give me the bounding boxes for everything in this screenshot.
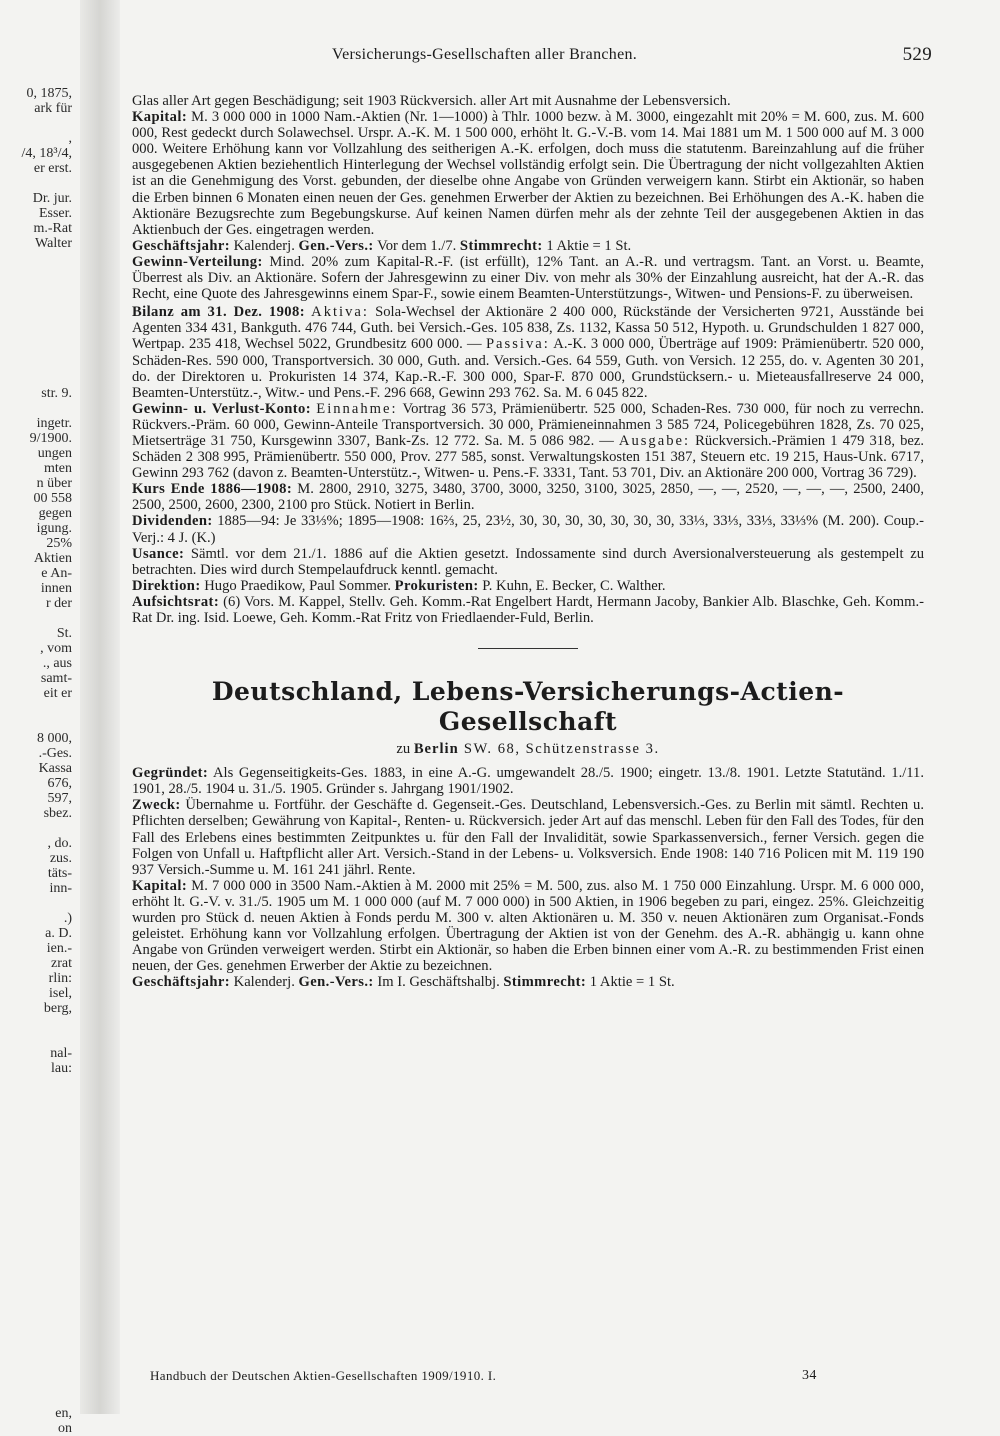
previous-column-line: er erst.	[33, 161, 72, 176]
company-heading: Deutschland, Lebens-Versicherungs-Actien-Gesellschaft	[211, 677, 845, 737]
label-gewinn-verlust: Gewinn- u. Verlust-Konto:	[132, 400, 312, 417]
location-address: SW. 68, Schützenstrasse 3.	[458, 741, 660, 758]
text-dividenden: 1885—94: Je 33⅓%; 1895—1908: 16⅔, 25, 23½, 30, 30, 30, 30, 30, 30, 30, 33⅓, 33⅓, 33⅓, 33⅓% (M. 200). Coup.-Verj.: 4 J. (K.)	[132, 513, 924, 546]
previous-column-line	[0, 1331, 72, 1346]
previous-column-line: str. 9.	[41, 386, 72, 401]
location-city: Berlin	[413, 741, 459, 758]
previous-column-line: St.	[56, 626, 72, 641]
paragraph-zweck	[132, 797, 924, 877]
paragraph-kapital	[132, 109, 924, 238]
previous-column-line: zrat	[51, 956, 72, 971]
previous-column-line	[0, 1091, 72, 1106]
paragraph-geschaeftsjahr	[132, 238, 924, 254]
previous-column-line	[0, 1196, 72, 1211]
previous-column-line: inn-	[49, 881, 72, 896]
label-aktiva: Aktiva:	[311, 304, 369, 321]
previous-column-line: gegen	[38, 506, 72, 521]
text-zweck: Übernahme u. Fortführ. der Geschäfte d. Gegenseit.-Ges. Deutschland, Lebensversich.-Ges. zu Berlin mit sämtl. Rechten u. Pflichten derselben; Gewährung von Kapital-, Renten- u. Rückversich. jeder Art auf das menschl. Leben für den Fall des Todes, für den Fall des Erlebens eines bestimmten Zeitpunktes u. für den Fall der Invalidität, sowie Sparkassenversich., ferner Versich. gegen die Folgen von Unfall u. Haftpflicht aller Art. Versich.-Stand in der Lebens- u. Volksversich. Ende 1908: 140 716 Policen mit M. 119 190 937 Versich.-Summe u. M. 161 241 jährl. Rente.	[132, 797, 924, 878]
previous-column-line: Esser.	[38, 206, 72, 221]
text-kurs: M. 2800, 2910, 3275, 3480, 3700, 3000, 3250, 3100, 3025, 2850, —, —, 2520, —, —, —, 2500, 2400, 2500, 2500, 2600, 2300, 2100 pro Stück. Notiert in Berlin.	[132, 481, 924, 514]
paragraph-glas: Glas aller Art gegen Beschädigung; seit 1903 Rückversich. aller Art mit Ausnahme der Lebensversich.	[132, 93, 731, 109]
footer-text: Handbuch der Deutschen Aktien-Gesellschaften 1909/1910. I.	[150, 1368, 497, 1383]
paragraph-gegruendet	[132, 765, 924, 797]
paragraph-dividenden	[132, 513, 924, 545]
previous-column-line	[0, 266, 72, 281]
previous-column-line	[0, 1106, 72, 1121]
text-gegruendet: Als Gegenseitigkeits-Ges. 1883, in eine A.-G. umgewandelt 28./5. 1900; eingetr. 13./8. 1901. Letzte Statutänd. 1./11. 1901, 28./5. 1904 u. 31./5. 1905. Gründer s. Jahrgang 1901/1902.	[132, 765, 924, 798]
previous-column-line: isel,	[49, 986, 72, 1001]
previous-column-line: ,	[68, 131, 72, 146]
previous-column-line: 676,	[47, 776, 72, 791]
label-stimmrecht: Stimmrecht:	[459, 237, 543, 254]
paragraph-geschaeftsjahr-2	[132, 974, 924, 990]
label-passiva: Passiva:	[485, 336, 550, 353]
previous-column-line	[0, 611, 72, 626]
label-bilanz: Bilanz am 31. Dez. 1908:	[132, 304, 305, 321]
previous-column-line: berg,	[43, 1001, 72, 1016]
previous-column-line	[0, 821, 72, 836]
page-footer	[150, 1368, 830, 1384]
previous-column-line: zus.	[49, 851, 72, 866]
previous-column-line: ien.-	[46, 941, 72, 956]
previous-column-line	[0, 1316, 72, 1331]
previous-column-line: /4, 18³/4,	[21, 146, 72, 161]
previous-column-line	[0, 1121, 72, 1136]
previous-column-line: Aktien	[33, 551, 72, 566]
text-kapital-2: M. 7 000 000 in 3500 Nam.-Aktien à M. 2000 mit 25% = M. 500, zus. also M. 1 750 000 Einzahlung. Urspr. M. 6 000 000, erhöht lt. G.-V. v. 31./5. 1905 um M. 1 000 000 (auf M. 7 000 000) in 500 Aktien, in 1906 begeben zu pari, eingez. 25%. Gleichzeitig wurden pro Stück d. neuen Aktien à Fonds perdu M. 300 v. alten Aktionären u. M. 350 v. neuen Aktionären zum Organisat.-Fonds geleistet. Erhöhung kann vor Vollzahlung erfolgen. Übertragung der Aktien ist von der Genehm. des A.-R. abhängig u. kann ohne Angabe von Gründen verweigert werden. Stirbt ein Aktionär, so haben die Erben binnen einer vom A.-R. zu bestimmenden Frist einen neuen, der Ges. genehmen Erwerber der Aktie zu bezeichnen.	[132, 877, 924, 975]
text-stimmrecht-2: 1 Aktie = 1 St.	[586, 974, 675, 991]
previous-column-line: innen	[40, 581, 72, 596]
previous-column-line: täts-	[47, 866, 72, 881]
text-aktiva: Sola-Wechsel der Aktionäre 2 400 000, Rückstände der Versicherten 9721, Ausstände bei Agenten 334 431, Bankguth. 476 744, Guth. bei Versich.-Ges. 105 838, Zs. 1132, Kassa 50 512, Hypoth. u. Grundschulden 1 827 000, Wertpap. 235 418, Wechsel 5022, Grundbesitz 600 000. —	[132, 304, 924, 353]
previous-column-line	[0, 1076, 72, 1091]
text-passiva: A.-K. 3 000 000, Überträge auf 1909: Prämienübertr. 520 000, Schäden-Res. 590 000, Transportversich. 30 000, Guth. and. Versich.-Ges. 64 559, Guth. von Versich. 12 255, do. v. Agenten 30 201, do. der Direktoren u. Prokuristen 14 374, Kap.-R.-F. 300 000, Spar-F. 870 000, Grundstücksern.- u. Mieteausfallreserve 24 000, Beamten-Unterstütz.-, Witw.- und Pens.-F. 296 668, Gewinn 293 762. Sa. M. 6 045 822.	[132, 336, 925, 401]
previous-column-line	[0, 116, 72, 131]
previous-column-line	[0, 1226, 72, 1241]
previous-column-line: r der	[45, 596, 72, 611]
previous-column-line	[0, 401, 72, 416]
text-einnahme: Vortrag 36 573, Prämienübertr. 525 000, Schaden-Res. 730 000, für noch zu verrechn. Rückvers.-Präm. 60 000, Gewinn-Anteile Transportversich. 30 000, Prämieneinnahmen 3 585 724, Policegebühren 1828, Zs. 70 025, Mietserträge 31 750, Kursgewinn 3307, Bank-Zs. 12 772. Sa. M. 5 086 982. —	[132, 400, 924, 449]
label-ausgabe: Ausgabe:	[618, 432, 691, 449]
text-geschaeftsjahr-2: Kalenderj.	[230, 974, 299, 991]
company-location	[132, 741, 924, 757]
paragraph-bilanz	[132, 304, 924, 401]
previous-column-line	[0, 1031, 72, 1046]
label-gen-vers: Gen.-Vers.:	[298, 237, 374, 254]
previous-column-line	[0, 1166, 72, 1181]
paragraph-gewinn-verteilung	[132, 254, 924, 302]
previous-column-line: ingetr.	[36, 416, 72, 431]
location-prefix: zu	[396, 741, 414, 758]
signature-mark: 34	[802, 1368, 817, 1383]
previous-column-line: en,	[55, 1406, 72, 1421]
previous-column-line: ark für	[34, 101, 72, 116]
previous-column-line: , vom	[40, 641, 72, 656]
previous-column-line: Dr. jur.	[32, 191, 72, 206]
previous-column-line	[0, 1301, 72, 1316]
previous-column-line	[0, 1346, 72, 1361]
previous-column-line	[0, 1181, 72, 1196]
paragraph-kapital-2	[132, 878, 924, 975]
previous-column-line: sbez.	[43, 806, 72, 821]
text-kapital: M. 3 000 000 in 1000 Nam.-Aktien (Nr. 1—1000) à Thlr. 1000 bezw. à M. 3000, eingezahlt mit 20% = M. 600, zus. M. 600 000, Rest gedeckt durch Solawechsel. Urspr. A.-K. M. 1 500 000, erhöht lt. G.-V.-B. vom 14. Mai 1881 um M. 1 500 000 auf M. 3 000 000. Weitere Erhöhung kann vor Vollzahlung des seitherigen A.-K. erfolgen, doch muss die statutenm. Bareinzahlung auf die früher ausgegebenen Aktien beziehentlich Hinterlegung der Wechsel vollständig erfolgt sein. Die Übertragung der nicht vollgezahlten Aktien ist an die Genehmigung des Vorst. gebunden, der dieselbe ohne Angabe von Gründen verweigern kann. Stirbt ein Aktionär, so haben die Erben binnen 6 Monaten einen neuen der Ges. genehmen Erwerber der Aktien zu bezeichnen. Bei Erhöhungen des A.-K. haben die Aktionäre Bezugsrechte zum Begebungskurse. Auf keinen Namen dürfen mehr als der zehnte Teil der ausgegebenen Aktien in das Aktienbuch der Ges. eingetragen werden.	[132, 109, 924, 238]
previous-column-line: m.-Rat	[33, 221, 72, 236]
label-kapital: Kapital:	[132, 109, 188, 126]
paragraph-direktion	[132, 578, 924, 594]
previous-column-line	[0, 296, 72, 311]
previous-column-line	[0, 371, 72, 386]
running-title: Versicherungs-Gesellschaften aller Branchen.	[332, 46, 638, 63]
previous-column-line	[0, 1271, 72, 1286]
main-text-column	[132, 93, 924, 991]
label-direktion: Direktion:	[132, 577, 201, 594]
previous-column-line: 597,	[47, 791, 72, 806]
previous-column-line	[0, 1361, 72, 1376]
label-geschaeftsjahr: Geschäftsjahr:	[132, 237, 231, 254]
previous-column-line: on	[58, 1421, 72, 1436]
text-geschaeftsjahr: Kalenderj.	[230, 237, 299, 254]
label-einnahme: Einnahme:	[316, 400, 398, 417]
previous-column-line: 8 000,	[37, 731, 72, 746]
previous-column-line: lau:	[51, 1061, 72, 1076]
previous-column-line	[0, 281, 72, 296]
previous-column-line	[0, 896, 72, 911]
label-prokuristen: Prokuristen:	[394, 577, 479, 594]
previous-column-line: n über	[36, 476, 72, 491]
previous-column-line	[0, 1211, 72, 1226]
previous-column-line: e An-	[41, 566, 72, 581]
label-kurs: Kurs Ende 1886—1908:	[132, 481, 293, 498]
text-direktion: Hugo Praedikow, Paul Sommer.	[200, 577, 395, 594]
previous-column-line	[0, 1391, 72, 1406]
previous-column-line	[0, 1376, 72, 1391]
previous-column-line: ungen	[37, 446, 72, 461]
previous-column-line: igung.	[36, 521, 72, 536]
paragraph-usance	[132, 546, 924, 578]
previous-column-line	[0, 251, 72, 266]
text-gen-vers: Vor dem 1./7.	[373, 237, 460, 254]
previous-column-line	[0, 1151, 72, 1166]
label-aufsichtsrat: Aufsichtsrat:	[132, 593, 220, 610]
previous-column-line	[0, 1016, 72, 1031]
previous-column-line	[0, 701, 72, 716]
previous-column-line	[0, 1256, 72, 1271]
previous-column-line	[0, 1286, 72, 1301]
previous-column-line: 0, 1875,	[26, 86, 72, 101]
text-aufsichtsrat: (6) Vors. M. Kappel, Stellv. Geh. Komm.-Rat Engelbert Hardt, Hermann Jacoby, Bankier Alb. Blaschke, Geh. Komm.-Rat Dr. ing. Isid. Loewe, Geh. Komm.-Rat Fritz von Friedlaender-Fuld, Berlin.	[132, 593, 924, 626]
previous-column-line	[0, 176, 72, 191]
previous-column-line: 25%	[46, 536, 72, 551]
previous-page-column-fragment	[0, 86, 72, 1436]
previous-column-line	[0, 326, 72, 341]
label-gen-vers-2: Gen.-Vers.:	[298, 974, 374, 991]
text-ausgabe: Rückversich.-Prämien 1 479 318, bez. Schäden 2 308 995, Prämienübertr. 550 000, Prov. 277 585, sonst. Verwaltungskosten 151 387, Steuern etc. 19 215, Haus-Unk. 6717, Gewinn 293 762 (davon z. Beamten-Unterstütz.-, Witwen- u. Pens.-F. 3331, Tant. 53 701, Div. an Aktionäre 200 000, Vortrag 36 729).	[132, 432, 924, 482]
previous-column-line	[0, 1241, 72, 1256]
previous-column-line: .-Ges.	[38, 746, 72, 761]
label-kapital-2: Kapital:	[132, 877, 188, 894]
label-stimmrecht-2: Stimmrecht:	[503, 974, 587, 991]
previous-column-line	[0, 356, 72, 371]
label-zweck: Zweck:	[132, 797, 181, 814]
previous-column-line: Walter	[35, 236, 72, 251]
paragraph-gewinn-verlust	[132, 401, 924, 481]
previous-column-line: rlin:	[48, 971, 72, 986]
previous-column-line: ., aus	[42, 656, 72, 671]
previous-column-line: 9/1900.	[29, 431, 72, 446]
previous-column-line: eit er	[43, 686, 72, 701]
previous-column-line: a. D.	[45, 926, 72, 941]
label-usance: Usance:	[132, 545, 185, 562]
previous-column-line	[0, 311, 72, 326]
previous-column-line	[0, 716, 72, 731]
text-usance: Sämtl. vor dem 21./1. 1886 auf die Aktien gesetzt. Indossamente sind durch Aversionalversteuerung als gestempelt zu betrachten. Dies wird durch Stempelaufdruck kenntl. gemacht.	[132, 545, 924, 578]
previous-column-line: .)	[63, 911, 72, 926]
label-dividenden: Dividenden:	[132, 513, 213, 530]
previous-column-line: nal-	[50, 1046, 72, 1061]
label-gegruendet: Gegründet:	[132, 765, 209, 782]
previous-column-line: mten	[44, 461, 72, 476]
previous-column-line	[0, 341, 72, 356]
previous-column-line: Kassa	[38, 761, 72, 776]
text-prokuristen: P. Kuhn, E. Becker, C. Walther.	[478, 577, 666, 594]
previous-column-line: samt-	[40, 671, 72, 686]
previous-column-line: 00 558	[33, 491, 72, 506]
page-number: 529	[902, 44, 932, 65]
text-gewinn-verteilung: Mind. 20% zum Kapital-R.-F. (ist erfüllt), 12% Tant. an A.-R. und vertragsm. Tant. an Vorst. u. Beamte, Überrest als Div. an Aktionäre. Sofern der Jahresgewinn zu einer Div. von mehr als 30% der Einzahlung ausreicht, hat der A.-R. das Recht, eine Quote des Jahresgewinns einem Spar-F., sowie einem Beamten-Unterstützungs-, Witwen- und Pensions-F. zu überweisen.	[132, 253, 924, 303]
section-divider	[478, 648, 578, 649]
paragraph-kurs	[132, 481, 924, 513]
previous-column-line	[0, 1136, 72, 1151]
label-geschaeftsjahr-2: Geschäftsjahr:	[132, 974, 231, 991]
page-binding-shadow	[80, 0, 120, 1414]
paragraph-aufsichtsrat	[132, 594, 924, 626]
label-gewinn-verteilung: Gewinn-Verteilung:	[132, 253, 263, 270]
text-gen-vers-2: Im I. Geschäftshalbj.	[373, 974, 504, 991]
text-stimmrecht: 1 Aktie = 1 St.	[542, 237, 632, 254]
previous-column-line: , do.	[47, 836, 72, 851]
